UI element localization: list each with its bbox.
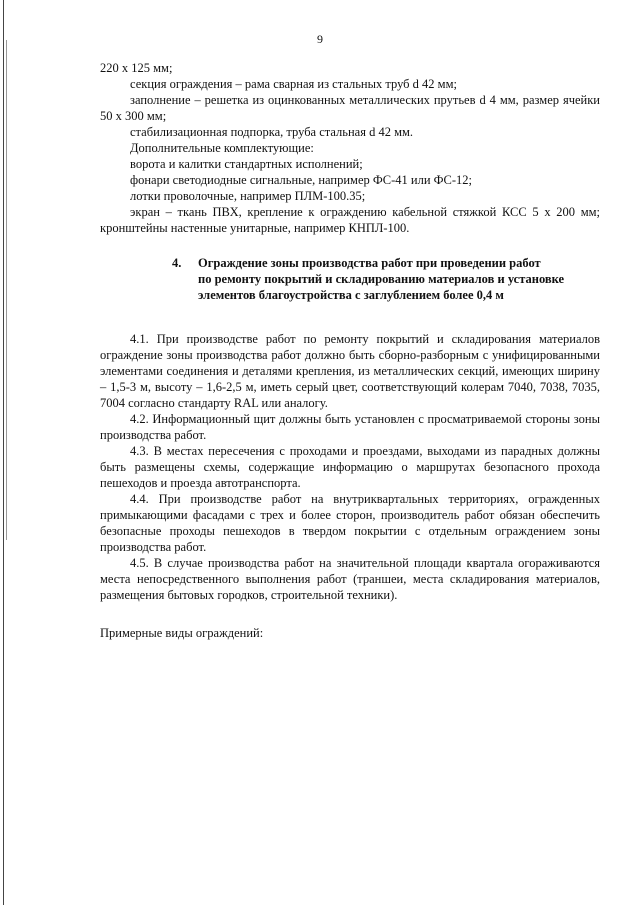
section-heading	[100, 255, 600, 303]
list-line: фонари светодиодные сигнальные, например ФС-41 или ФС-12;	[130, 173, 472, 187]
list-line: экран – ткань ПВХ, крепление к ограждению кабельной стяжкой КСС 5 х 200 мм; кронштейны настенные унитарные, например КНПЛ-100.	[100, 205, 600, 235]
list-line: 220 х 125 мм;	[100, 61, 173, 75]
section-title-line: Ограждение зоны производства работ при проведении работ	[198, 256, 541, 270]
paragraph: 4.1. При производстве работ по ремонту покрытий и складирования материалов ограждение зоны производства работ должно быть сборно-разборным с унифицированными элементами соединения и деталями крепления, из металлических секций, имеющих ширину – 1,5-3 м, высоту – 1,6-2,5 м, иметь серый цвет, соответствующий колерам 7040, 7038, 7035, 7004 согласно стандарту RAL или аналогу.	[100, 332, 600, 410]
section-title-line: по ремонту покрытий и складированию материалов и установке	[198, 272, 565, 286]
paragraph: 4.3. В местах пересечения с проходами и проездами, выходами из парадных должны быть размещены схемы, содержащие информацию о маршрутах безопасного прохода пешеходов и проезда автотранспорта.	[100, 444, 600, 490]
page-number: 9	[317, 32, 323, 46]
paragraph: 4.4. При производстве работ на внутриквартальных территориях, огражденных примыкающими фасадами с трех и более сторон, производитель работ обязан обеспечить безопасные проходы пешеходов в твердом покрытии с отдельным ограждением зоны производства работ.	[100, 492, 600, 554]
list-line: секция ограждения – рама сварная из стальных труб d 42 мм;	[130, 77, 457, 91]
list-line: лотки проволочные, например ПЛМ-100.35;	[130, 189, 366, 203]
paragraph: 4.2. Информационный щит должны быть установлен с просматриваемой стороны зоны производства работ.	[100, 412, 600, 442]
paragraph: 4.5. В случае производства работ на значительной площади квартала огораживаются места непосредственного выполнения работ (траншеи, места складирования материалов, размещения бытовых городков, строительной техники).	[100, 556, 600, 602]
list-line: стабилизационная подпорка, труба стальная d 42 мм.	[130, 125, 414, 139]
scan-edge-line-secondary	[6, 40, 7, 540]
list-line: заполнение – решетка из оцинкованных металлических прутьев d 4 мм, размер ячейки 50 х 300 мм;	[100, 93, 600, 123]
closing-caption: Примерные виды ограждений:	[100, 626, 264, 640]
section-paragraphs	[100, 331, 600, 603]
document-body	[100, 60, 600, 641]
list-line: ворота и калитки стандартных исполнений;	[130, 157, 363, 171]
equipment-list	[100, 60, 600, 236]
section-number: 4.	[172, 256, 182, 270]
section-title-line: элементов благоустройства с заглублением более 0,4 м	[198, 288, 504, 302]
scan-edge-line	[3, 0, 4, 905]
list-line: Дополнительные комплектующие:	[130, 141, 314, 155]
